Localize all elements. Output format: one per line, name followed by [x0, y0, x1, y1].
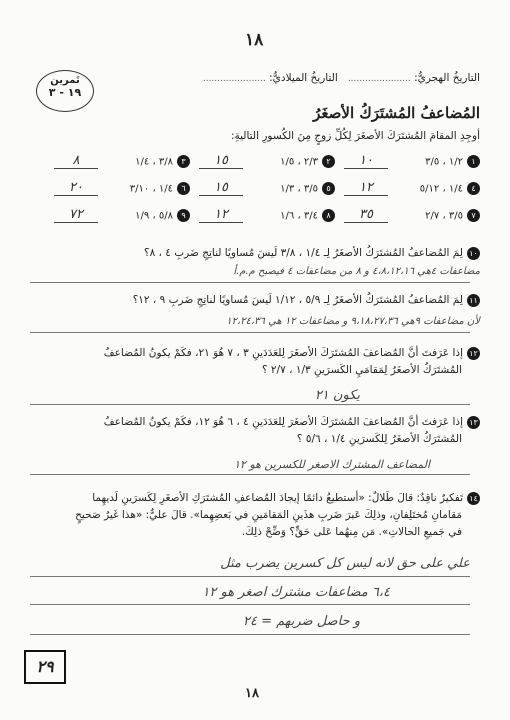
page-title: المُضاعفُ المُشتَرَكُ الأصغَرُ	[313, 104, 480, 122]
question-text-cont: مَقامانِ مُختَلِفانِ، وذلِكَ عَبرَ ضَربِ هذَينِ المَقامَينِ في بَعضِهِما». قالَ عليٌّ: «هذا غَيرُ صَحيحٍ	[75, 509, 462, 521]
exercise-number: ٦	[177, 182, 190, 195]
question-12	[40, 345, 480, 379]
exercise-number: ٥	[322, 182, 335, 195]
exercise-fractions: ٣/٨ ، ١/٤	[135, 156, 173, 168]
instruction-text: أوجِدِ المقامَ المُشتَرَكَ الأصغَرَ لِكُلِّ زوجٍ مِنَ الكُسورِ التاليةِ:	[230, 130, 480, 142]
page-box: ٢٩	[24, 650, 66, 684]
answer-line	[30, 634, 470, 635]
gregorian-date-label: التاريخُ الميلاديُّ:	[269, 72, 338, 84]
exercise-answer: ٨	[54, 153, 98, 169]
exercise-number: ٨	[322, 209, 335, 222]
exercise-answer: ٣٥	[344, 207, 388, 223]
question-11	[40, 292, 480, 309]
exercise-number: ٤	[467, 182, 480, 195]
question-text: تَفكيرٌ ناقِدٌ: قالَ طَلالٌ: «أستطيعُ دائمًا إيجادَ المُضاعفِ المُشتَرَكِ الأصغَرِ لِكَسرَينِ لَديهِما	[92, 492, 463, 504]
question-number: ١٠	[467, 247, 480, 260]
badge-label: تَمرين	[50, 75, 80, 86]
question-text: لِمَ المُضاعفُ المُشتَرَكُ الأصغَرُ لِـ ١/٤ ، ٣/٨ لَيسَ مُساويًا لناتِجِ ضَربِ ٤ ، ٨؟	[144, 247, 463, 259]
exercise-answer: ١٢	[199, 207, 243, 223]
question-text: لِمَ المُضاعفُ المُشتَرَكُ الأصغَرُ لِـ ٥/٩ ، ١/١٢ لَيسَ مُساويًا لناتِجِ ضَربِ ٩ ، ١٢؟	[132, 294, 463, 306]
exercise-fractions: ٣/٤ ، ١/٦	[280, 210, 318, 222]
answer-line	[30, 604, 470, 605]
answer-14-line2: ٦،٤ مضاعفات مشترك اصغر هو ١٢	[202, 585, 390, 600]
exercise-fractions: ٣/٥ ، ٢/٧	[425, 210, 463, 222]
page-number-top: ١٨	[245, 30, 264, 50]
badge-code: ١٩ - ٣	[48, 86, 82, 99]
question-text: إذا عَرَفتَ أنَّ المُضاعفَ المُشتَرَكَ الأصغَرَ لِلعَدَدَينِ ٤ ، ٦ هُوَ ١٢، فكَمْ يكونُ المُضاعفُ	[103, 416, 463, 428]
exercise-number: ٢	[322, 155, 335, 168]
question-number: ١٤	[467, 492, 480, 505]
gregorian-date-dots: ......................	[202, 74, 266, 84]
question-number: ١٣	[467, 416, 480, 429]
question-13	[40, 414, 480, 448]
exercise-fractions: ١/٤ ، ٥/١٢	[419, 183, 463, 195]
answer-line	[30, 474, 470, 475]
question-text-cont: المُشتَرَكُ الأصغَرُ لِلكَسرَينِ ١/٤ ، ٥/٦ ؟	[296, 433, 462, 445]
exercise-number: ٩	[177, 209, 190, 222]
exercise-answer: ١٢	[344, 180, 388, 196]
question-text: إذا عَرَفتَ أنَّ المُضاعفَ المُشتَرَكَ الأصغَرَ لِلعَدَدَينِ ٣ ، ٧ هُوَ ٢١، فكَمْ يكونُ المُضاعفُ	[103, 347, 463, 359]
answer-line	[30, 404, 470, 405]
answer-12: يكون ٢١	[314, 388, 360, 403]
answer-line	[30, 576, 470, 577]
hijri-date-label: التاريخُ الهجريُّ:	[414, 72, 480, 84]
answer-13: المضاعف المشترك الاصغر للكسرين هو ١٢	[234, 458, 430, 471]
exercise-fractions: ٢/٣ ، ١/٥	[280, 156, 318, 168]
exercise-fractions: ١/٤ ، ٣/١٠	[129, 183, 173, 195]
exercise-number: ٣	[177, 155, 190, 168]
question-14	[40, 490, 480, 541]
exercise-fractions: ١/٢ ، ٣/٥	[425, 156, 463, 168]
exercise-number: ٧	[467, 209, 480, 222]
answer-line	[30, 332, 470, 333]
exercise-number: ١	[467, 155, 480, 168]
page-number-bottom: ١٨	[245, 686, 259, 701]
question-number: ١٢	[467, 347, 480, 360]
question-text-cont: في جَميعِ الحالاتِ». مَن مِنهُما عَلى حَقٍّ؟ وَضِّحْ ذلِكَ.	[241, 526, 462, 538]
answer-11: لأن مضاعفات ٩هي ٩،١٨،٢٧،٣٦ و مضاعفات ١٢ هي ١٢،٢٤،٣٦	[226, 316, 480, 327]
answer-14-line1: علي على حق لانه ليس كل كسرين يضرب مثل	[220, 556, 470, 571]
exercise-answer: ١٥	[199, 180, 243, 196]
answer-line	[30, 282, 470, 283]
exercise-answer: ١٠	[344, 153, 388, 169]
answer-14-line3: و حاصل ضربهم = ٢٤	[242, 614, 360, 629]
question-number: ١١	[467, 294, 480, 307]
hijri-date-dots: ......................	[347, 74, 411, 84]
exercise-answer: ٢٠	[54, 180, 98, 196]
answer-10: مضاعفات ٤هي ٤،٨،١٢،١٦ و ٨ من مضاعفات ٤ فيصبح م.م.أ	[233, 266, 480, 277]
exercise-fractions: ٥/٨ ، ١/٩	[135, 210, 173, 222]
exercise-answer: ٧٢	[54, 207, 98, 223]
exercise-fractions: ٣/٥ ، ١/٣	[280, 183, 318, 195]
question-text-cont: المُشتَرَكُ الأصغَرُ لِمَقامَيِ الكَسرَينِ ١/٣ ، ٢/٧ ؟	[261, 364, 462, 376]
question-10	[40, 245, 480, 262]
date-header	[120, 72, 480, 84]
exercise-answer: ١٥	[199, 153, 243, 169]
